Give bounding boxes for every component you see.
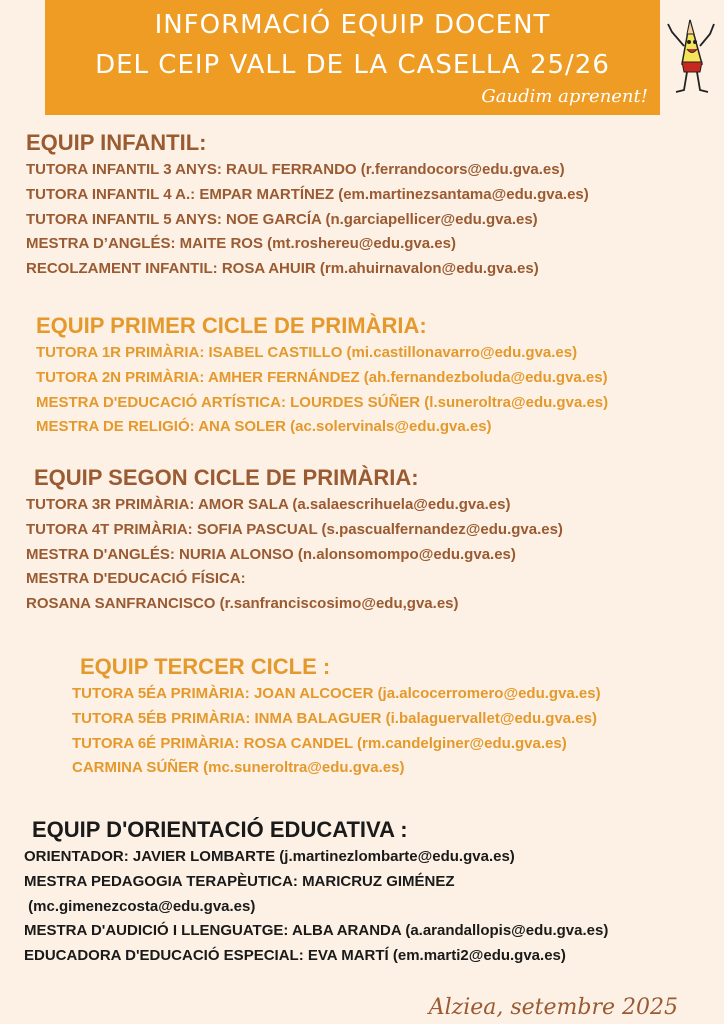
section-orientacio [24, 817, 608, 969]
list-item: TUTORA 4T PRIMÀRIA: SOFIA PASCUAL (s.pascualfernandez@edu.gva.es) [26, 520, 563, 538]
list-item: CARMINA SÚÑER (mc.suneroltra@edu.gva.es) [72, 759, 405, 777]
list-item: TUTORA INFANTIL 3 ANYS: RAUL FERRANDO (r.ferrandocors@edu.gva.es) [26, 161, 565, 178]
list-item: MESTRA PEDAGOGIA TERAPÈUTICA: MARICRUZ GIMÉNEZ [24, 872, 455, 890]
list-item: MESTRA D'EDUCACIÓ FÍSICA: [26, 570, 246, 588]
list-item: TUTORA 5ÉB PRIMÀRIA: INMA BALAGUER (i.balaguervallet@edu.gva.es) [72, 709, 597, 727]
title-line-1: INFORMACIÓ EQUIP DOCENT [154, 10, 551, 40]
section-primer-cicle [36, 313, 608, 440]
section-title: EQUIP TERCER CICLE : [80, 654, 331, 679]
title-line-2: DEL CEIP VALL DE LA CASELLA 25/26 [95, 50, 610, 80]
motto: Gaudim aprenent! [481, 86, 648, 107]
list-item: TUTORA 1R PRIMÀRIA: ISABEL CASTILLO (mi.castillonavarro@edu.gva.es) [36, 344, 578, 361]
list-item: TUTORA 2N PRIMÀRIA: AMHER FERNÁNDEZ (ah.fernandezboluda@edu.gva.es) [36, 368, 608, 386]
section-title: EQUIP D'ORIENTACIÓ EDUCATIVA : [32, 817, 408, 842]
section-title: EQUIP INFANTIL: [26, 130, 207, 155]
section-tercer-cicle [72, 654, 601, 781]
section-segon-cicle [26, 465, 563, 617]
section-title: EQUIP PRIMER CICLE DE PRIMÀRIA: [36, 313, 427, 338]
list-item: MESTRA D'AUDICIÓ I LLENGUATGE: ALBA ARANDA (a.arandallopis@edu.gva.es) [24, 922, 609, 940]
title-banner [45, 0, 660, 115]
list-item: (mc.gimenezcosta@edu.gva.es) [24, 897, 256, 915]
section-title: EQUIP SEGON CICLE DE PRIMÀRIA: [34, 465, 419, 490]
list-item: MESTRA D'ANGLÉS: NURIA ALONSO (n.alonsomompo@edu.gva.es) [26, 545, 516, 563]
list-item: EDUCADORA D'EDUCACIÓ ESPECIAL: EVA MARTÍ (em.marti2@edu.gva.es) [24, 947, 566, 965]
pencil-mascot-icon [662, 2, 720, 98]
signature: Alziea, setembre 2025 [428, 995, 678, 1020]
list-item: TUTORA 5ÉA PRIMÀRIA: JOAN ALCOCER (ja.alcocerromero@edu.gva.es) [72, 685, 601, 702]
list-item: MESTRA D'EDUCACIÓ ARTÍSTICA: LOURDES SÚÑER (l.suneroltra@edu.gva.es) [36, 393, 609, 411]
list-item: ROSANA SANFRANCISCO (r.sanfranciscosimo@edu,gva.es) [26, 595, 459, 613]
list-item: ORIENTADOR: JAVIER LOMBARTE (j.martinezlombarte@edu.gva.es) [24, 848, 515, 865]
list-item: MESTRA D’ANGLÉS: MAITE ROS (mt.roshereu@edu.gva.es) [26, 235, 456, 253]
list-item: TUTORA INFANTIL 4 A.: EMPAR MARTÍNEZ (em.martinezsantama@edu.gva.es) [26, 185, 589, 203]
list-item: TUTORA 3R PRIMÀRIA: AMOR SALA (a.salaescrihuela@edu.gva.es) [26, 496, 511, 513]
list-item: TUTORA 6É PRIMÀRIA: ROSA CANDEL (rm.candelginer@edu.gva.es) [72, 734, 567, 752]
list-item: TUTORA INFANTIL 5 ANYS: NOE GARCÍA (n.garciapellicer@edu.gva.es) [26, 210, 538, 228]
list-item: RECOLZAMENT INFANTIL: ROSA AHUIR (rm.ahuirnavalon@edu.gva.es) [26, 260, 539, 278]
list-item: MESTRA DE RELIGIÓ: ANA SOLER (ac.solervinals@edu.gva.es) [36, 418, 492, 436]
section-infantil [26, 130, 589, 282]
